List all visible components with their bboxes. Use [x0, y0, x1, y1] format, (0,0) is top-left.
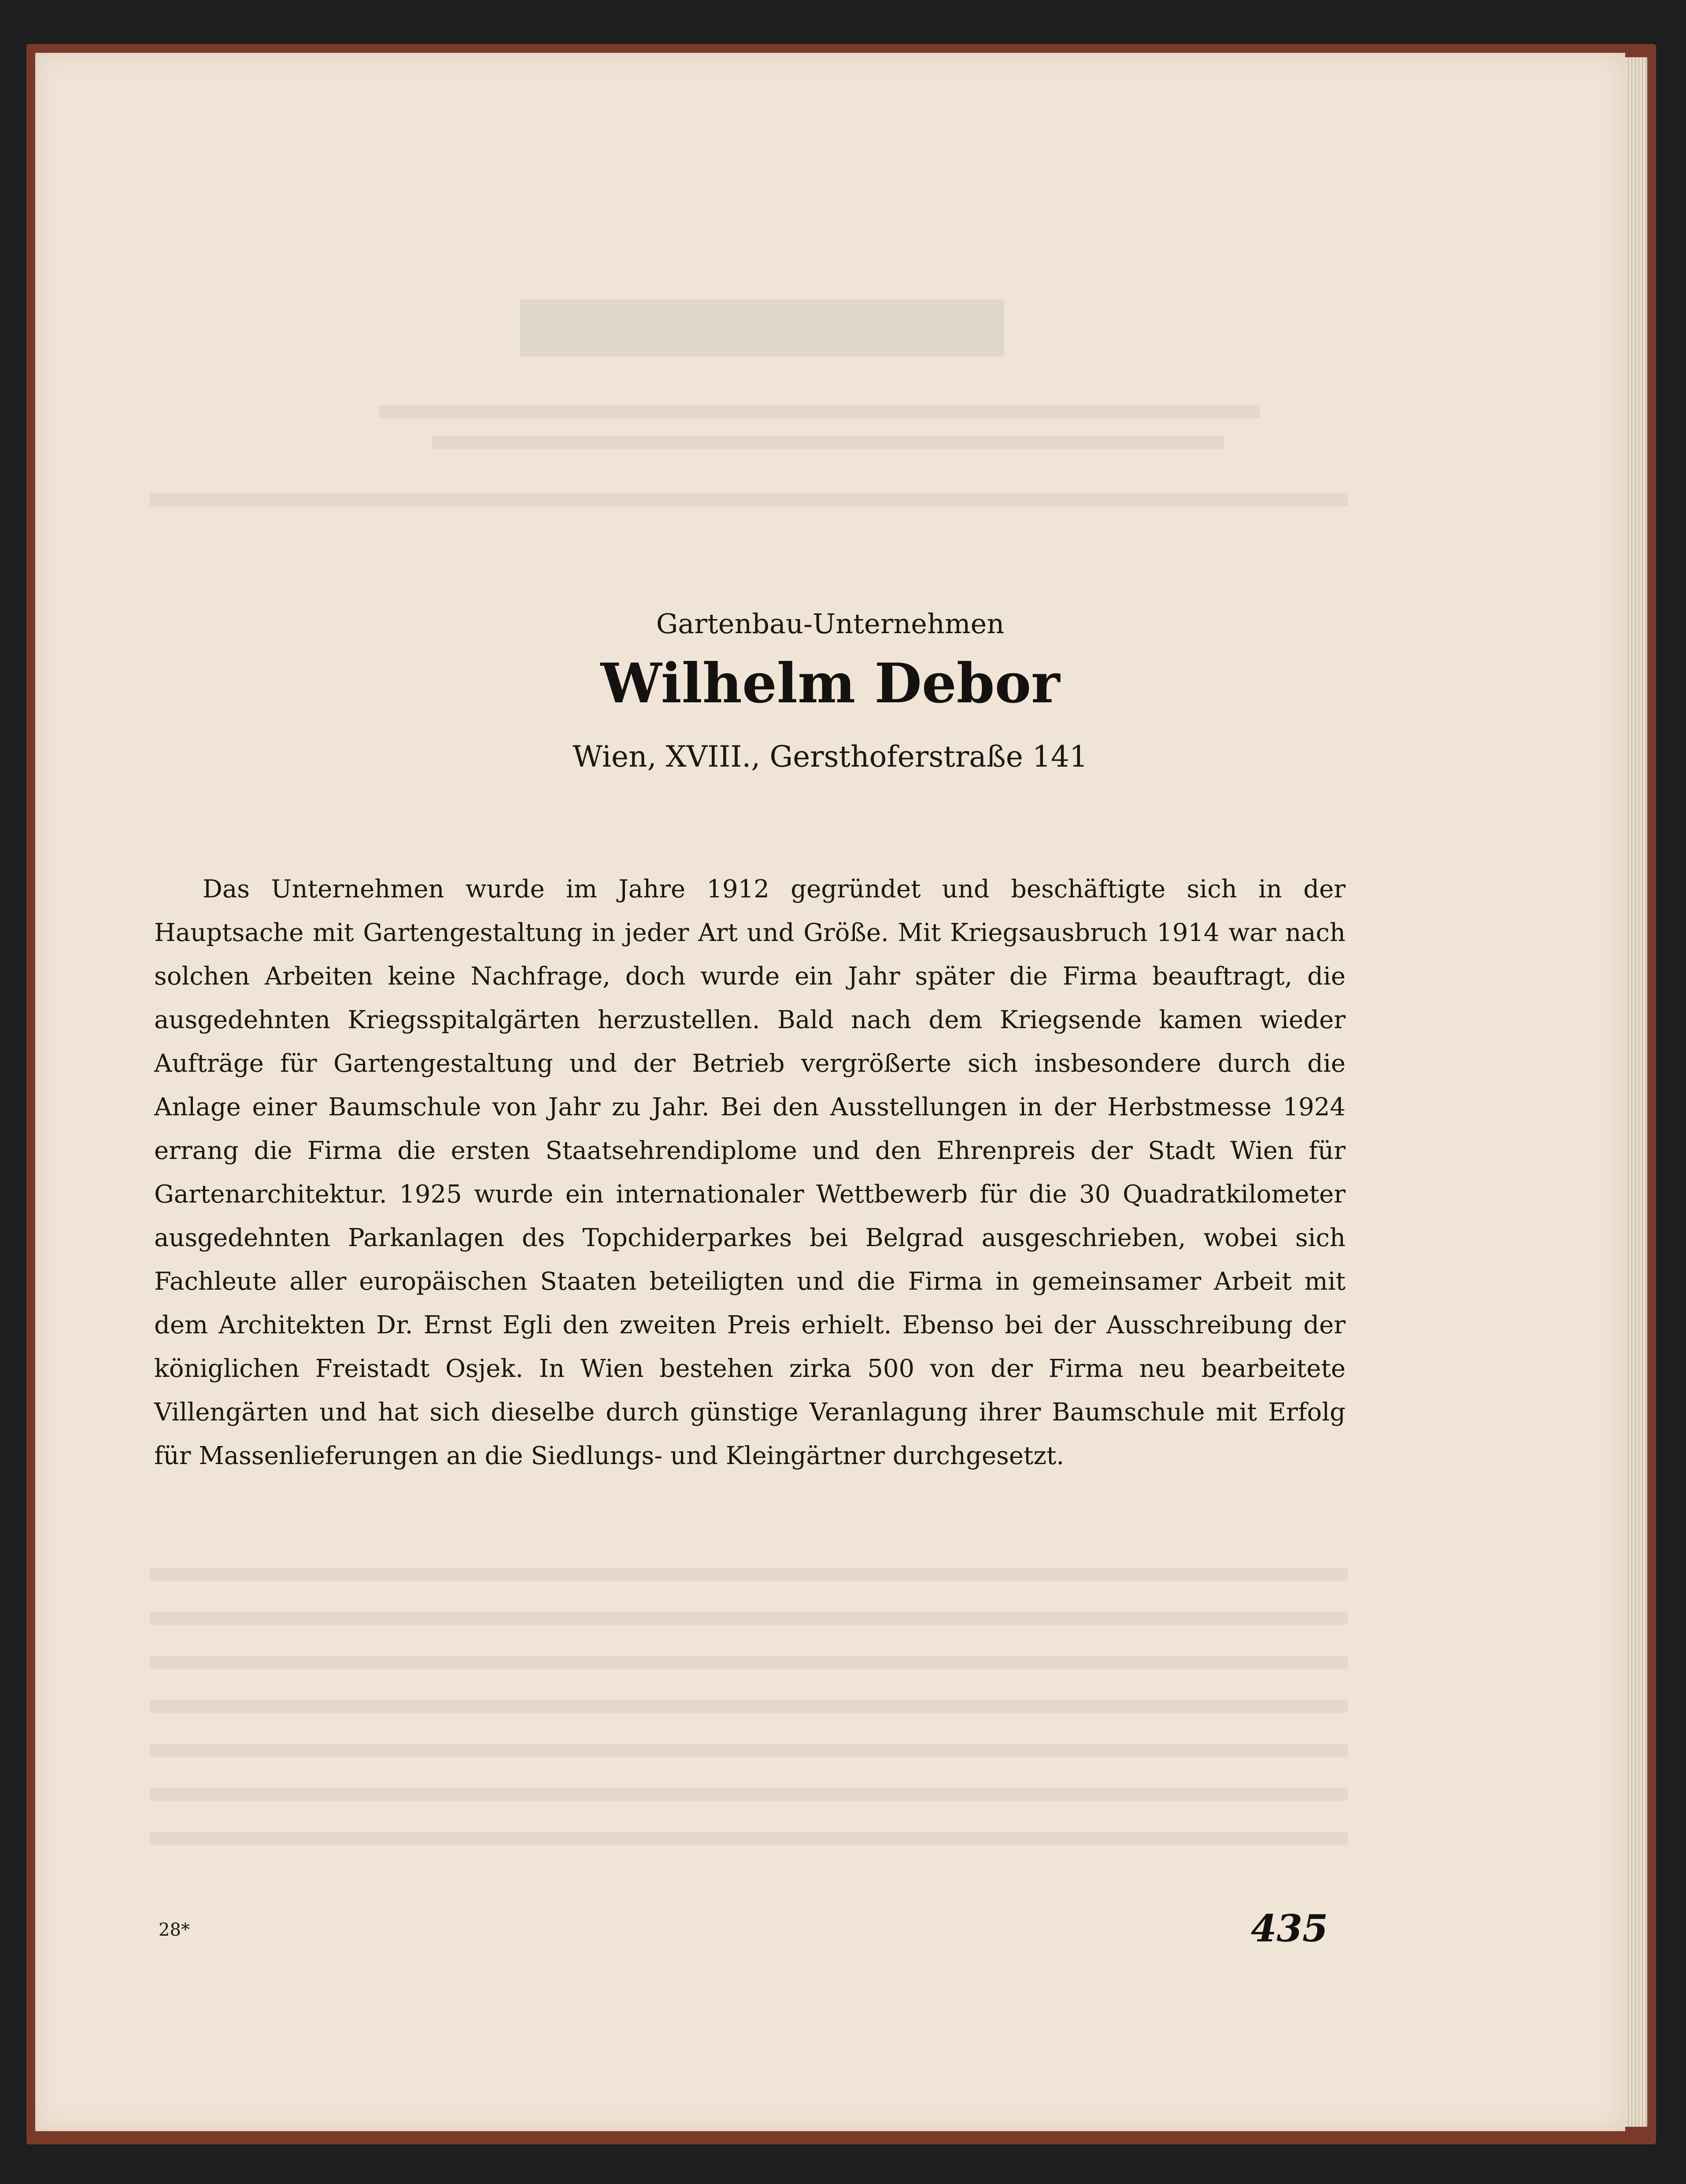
page-stack-edge — [1625, 57, 1647, 2127]
signature-mark: 28* — [159, 1920, 190, 1940]
show-through-line — [150, 1656, 1348, 1669]
show-through-line — [432, 436, 1224, 449]
show-through-line — [150, 1788, 1348, 1801]
category-heading: Gartenbau-Unternehmen — [656, 608, 1005, 640]
body-paragraph: Das Unternehmen wurde im Jahre 1912 gegründet und beschäftigte sich in der Hauptsache mit Gartengestaltung in jeder Art und Größe. Mit Kriegsausbruch 1914 war nach solchen Arbeiten keine Nachfrage, doch wurde ein Jahr später die Firma beauftragt, die ausgedehnten Kriegsspitalgärten herzustellen. Bald nach dem Kriegsende kamen wieder Aufträge für Gartengestaltung und der Betrieb vergrößerte sich insbesondere durch die Anlage einer Baumschule von Jahr zu Jahr. Bei den Ausstellungen in der Herbstmesse 1924 errang die Firma die ersten Staatsehrendiplome und den Ehrenpreis der Stadt Wien für Gartenarchitektur. 1925 wurde ein internationaler Wettbewerb für die 30 Quadratkilometer ausgedehnten Parkanlagen des Topchiderparkes bei Belgrad ausgeschrieben, wobei sich Fachleute aller europäischen Staaten beteiligten und die Firma in gemeinsamer Arbeit mit dem Architekten Dr. Ernst Egli den zweiten Preis erhielt. Ebenso bei der Ausschreibung der königlichen Freistadt Osjek. In Wien bestehen zirka 500 von der Firma neu bearbeitete Villengärten und hat sich dieselbe durch günstige Veranlagung ihrer Baumschule mit Erfolg für Massenlieferungen an die Siedlungs- und Kleingärtner durchgesetzt. — [154, 875, 1346, 1470]
show-through-line — [150, 1700, 1348, 1713]
show-through-line — [379, 405, 1260, 418]
show-through-line — [150, 1612, 1348, 1625]
show-through-line — [150, 493, 1348, 506]
company-address: Wien, XVIII., Gersthoferstraße 141 — [573, 740, 1088, 774]
show-through-line — [150, 1832, 1348, 1845]
show-through-line — [150, 1568, 1348, 1581]
show-through-line — [150, 1744, 1348, 1757]
show-through-title — [520, 299, 1004, 357]
company-name-title: Wilhelm Debor — [600, 652, 1060, 716]
book-page — [35, 53, 1625, 2131]
page-number: 435 — [1251, 1907, 1328, 1950]
